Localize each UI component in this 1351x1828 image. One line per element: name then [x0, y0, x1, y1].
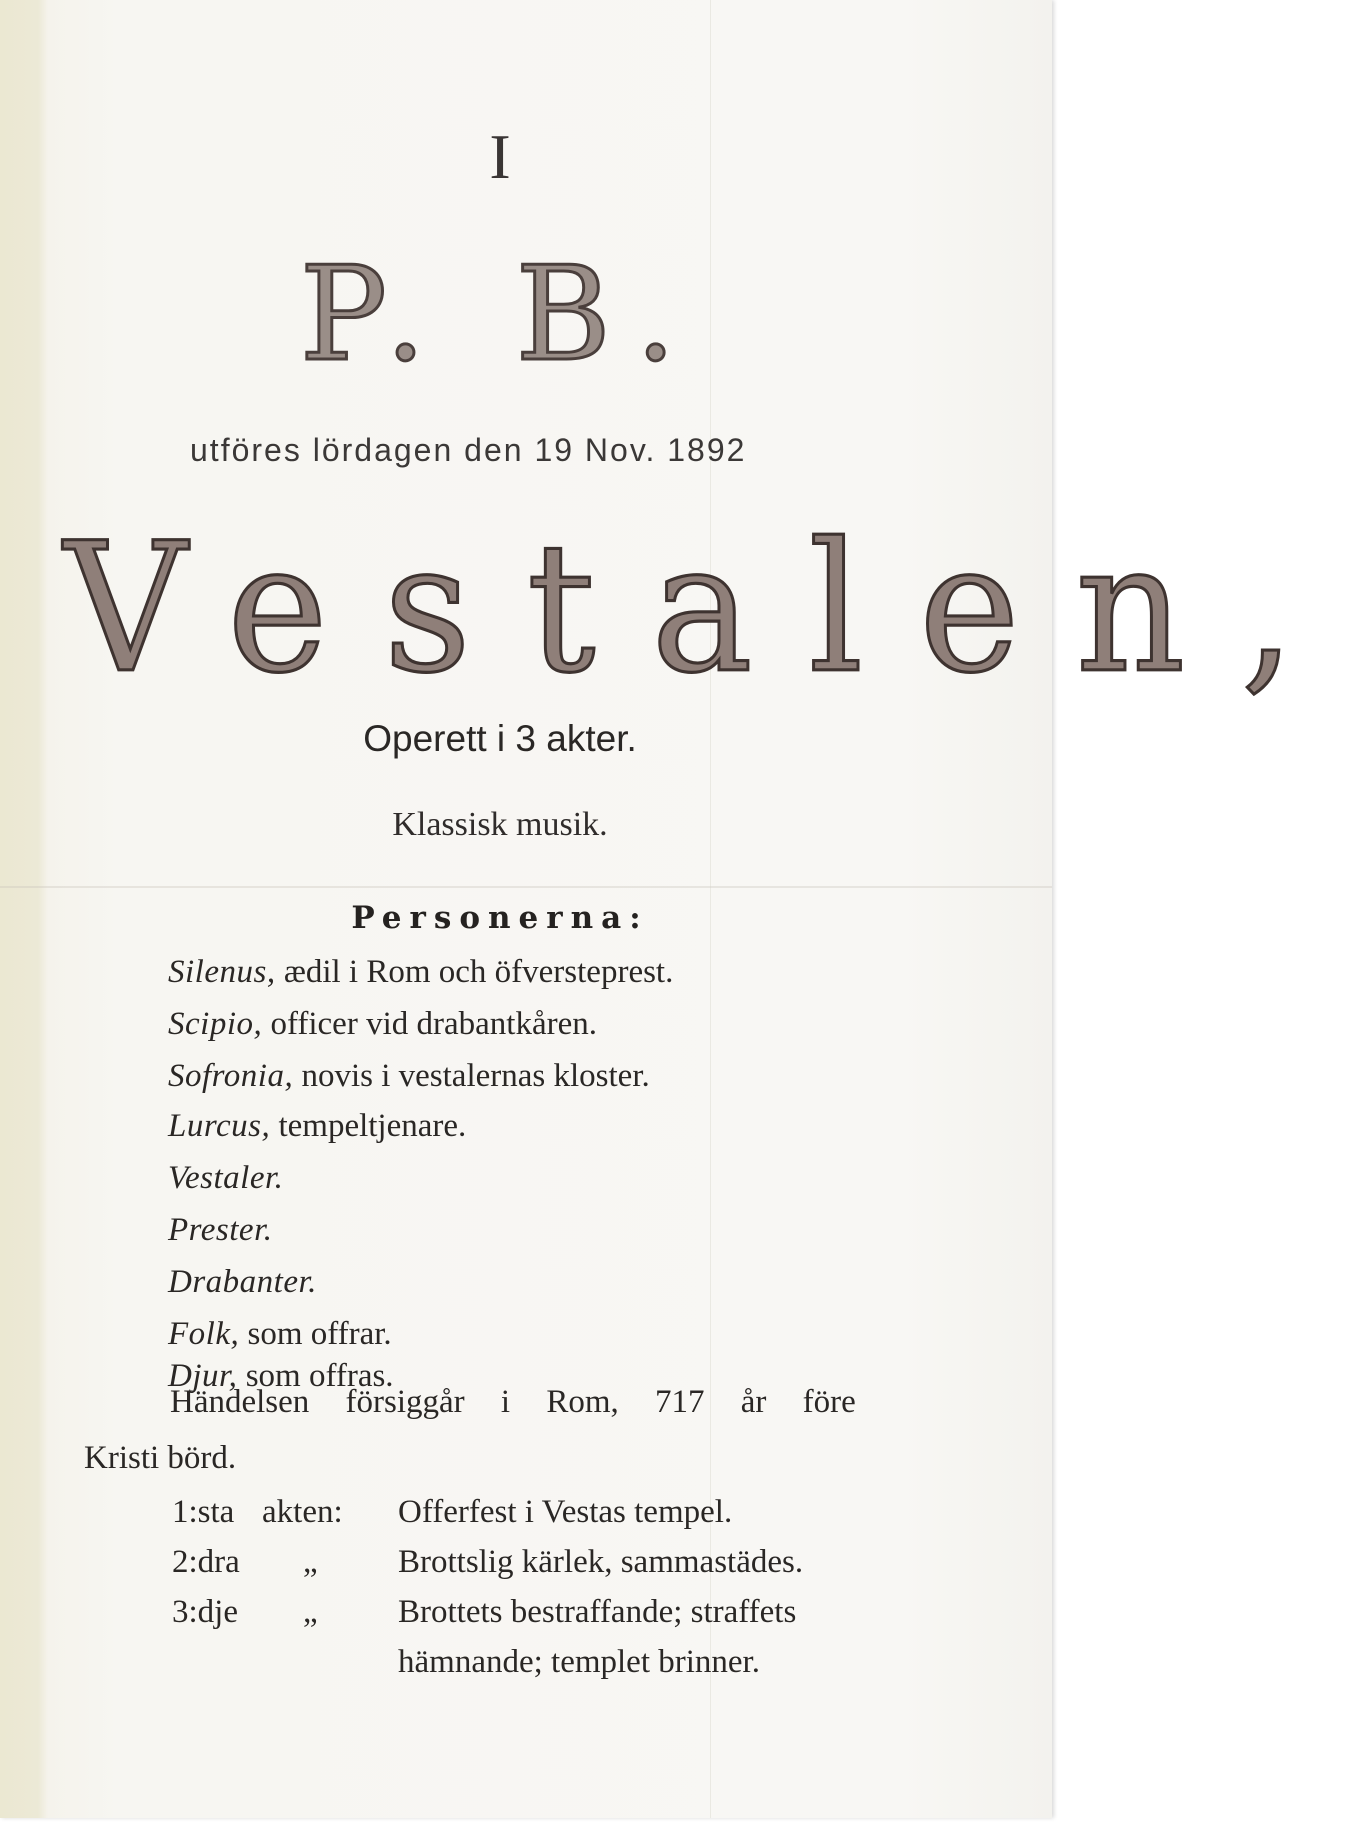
- cast-entry: [168, 1212, 273, 1249]
- cast-role: Sofronia,: [168, 1058, 294, 1094]
- cast-entry: [168, 1316, 392, 1353]
- setting-line: Kristi börd.: [84, 1440, 237, 1476]
- act-number: 2:dra: [172, 1544, 240, 1580]
- cast-desc: novis i vestalernas kloster.: [301, 1058, 650, 1094]
- cast-role: Vestaler.: [168, 1160, 284, 1196]
- cast-role: Lurcus,: [168, 1108, 271, 1144]
- cast-entry: [168, 1006, 597, 1043]
- cast-entry: [168, 1058, 650, 1095]
- performance-date-line: utföres lördagen den 19 Nov. 1892: [190, 432, 747, 468]
- cast-entry: [168, 1160, 283, 1197]
- act-description: Brottets bestraffande; straffets: [398, 1594, 797, 1630]
- cast-role: Folk,: [168, 1316, 240, 1352]
- act-separator: „: [303, 1544, 318, 1580]
- genre-line: Klassisk musik.: [392, 806, 608, 843]
- act-number: 3:dje: [172, 1594, 238, 1630]
- cast-entry: [168, 954, 673, 991]
- cast-role: Drabanter.: [168, 1264, 317, 1300]
- cast-desc: som offras.: [245, 1358, 394, 1394]
- cast-desc: som offrar.: [247, 1316, 392, 1352]
- setting-line: Händelsen försiggår i Rom, 717 år före: [170, 1384, 856, 1420]
- cast-entry: [168, 1108, 466, 1145]
- cast-desc: ædil i Rom och öfversteprest.: [283, 954, 674, 990]
- act-description-continued: hämnande; templet brinner.: [398, 1644, 760, 1680]
- cast-role: Djur,: [168, 1358, 238, 1394]
- paper-fold: [0, 886, 1052, 888]
- act-number: 1:sta: [172, 1494, 235, 1530]
- cast-role: Silenus,: [168, 954, 276, 990]
- cast-entry: [168, 1264, 317, 1301]
- act-description: Offerfest i Vestas tempel.: [398, 1494, 733, 1530]
- act-separator: „: [303, 1594, 318, 1630]
- cast-desc: tempeltjenare.: [278, 1108, 467, 1144]
- cast-desc: officer vid drabantkåren.: [270, 1006, 597, 1042]
- play-title: Vestalen,: [64, 505, 1351, 713]
- cast-role: Scipio,: [168, 1006, 263, 1042]
- act-separator: akten:: [262, 1494, 343, 1530]
- initials-heading: P. B.: [299, 238, 701, 390]
- heading-numeral: I: [489, 121, 511, 192]
- play-subtitle: Operett i 3 akter.: [363, 718, 637, 759]
- cast-heading: Personerna:: [351, 900, 649, 936]
- act-description: Brottslig kärlek, sammastädes.: [398, 1544, 804, 1580]
- cast-role: Prester.: [168, 1212, 273, 1248]
